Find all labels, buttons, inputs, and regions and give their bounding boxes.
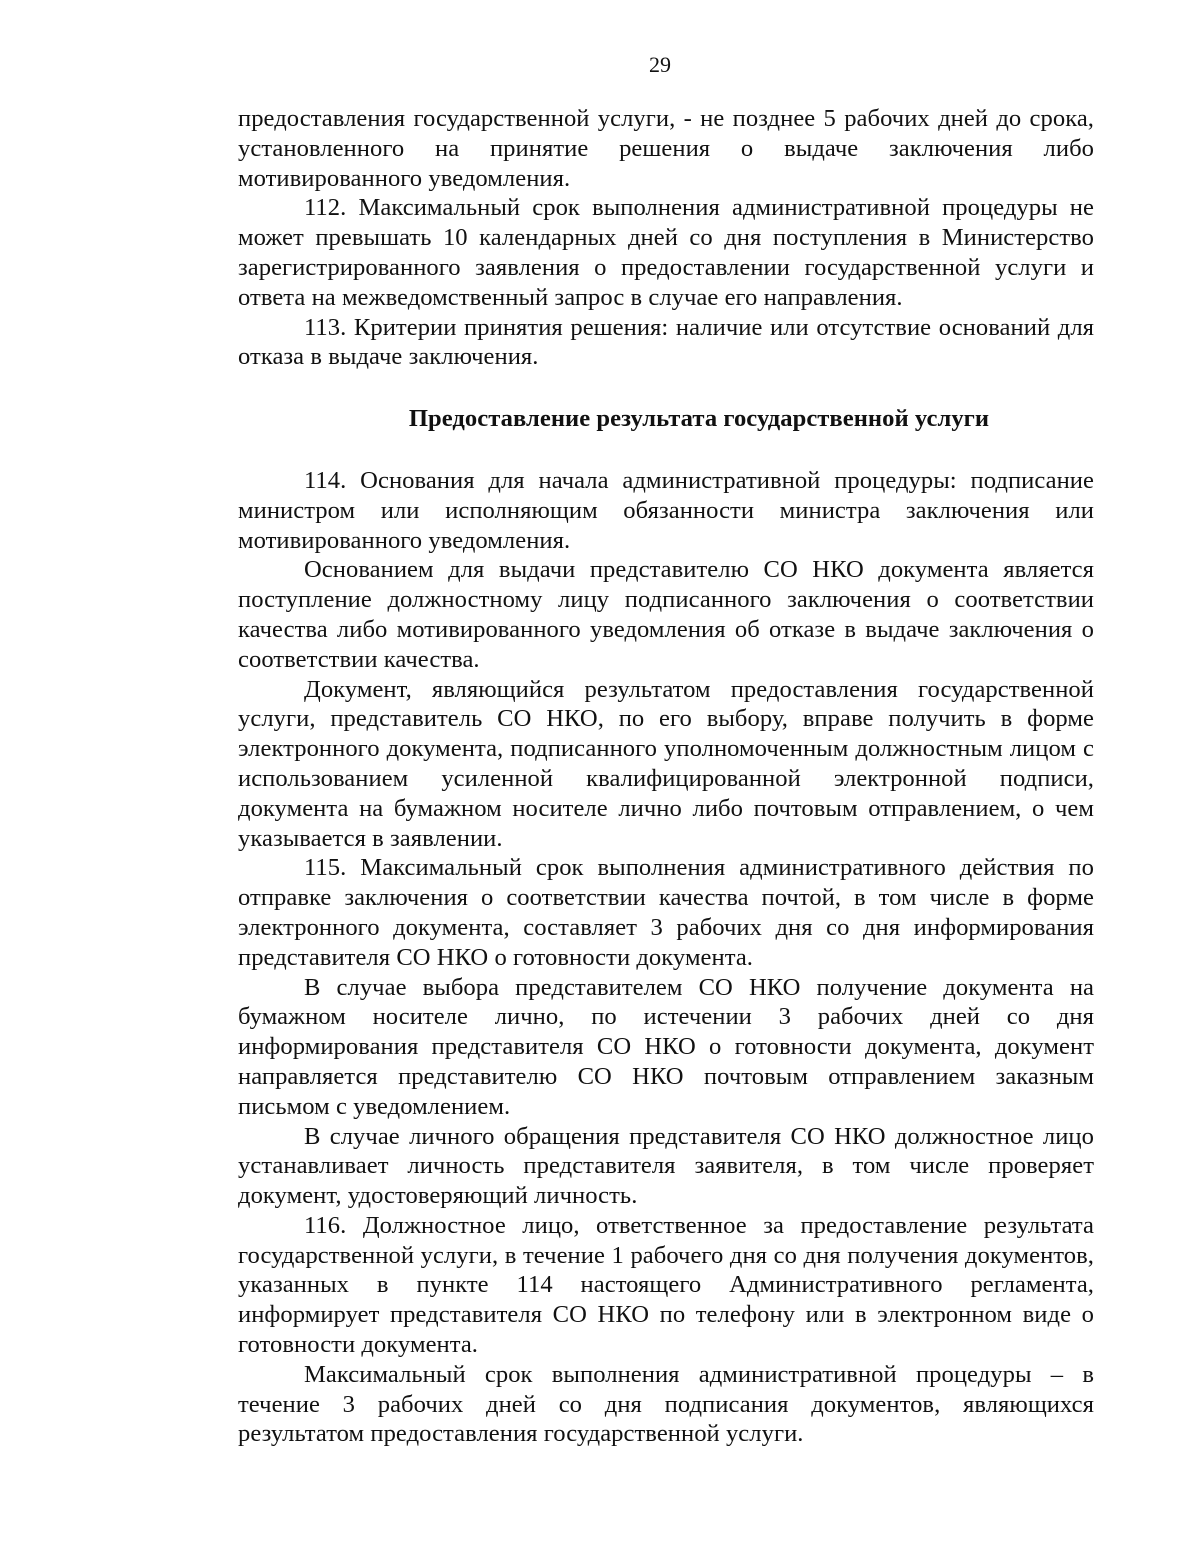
paragraph-continuation: предоставления государственной услуги, - не позднее 5 рабочих дней до срока, установленного на принятие решения о выдаче заключения либо мотивированного уведомления. <box>238 105 1094 192</box>
paragraph-112: 112. Максимальный срок выполнения административной процедуры не может превышать 10 календарных дней со дня поступления в Министерство зарегистрированного заявления о предоставлении государственной услуги и ответа на межведомственный запрос в случае его направления. <box>238 194 1094 311</box>
paragraph-116: 116. Должностное лицо, ответственное за предоставление результата государственной услуги, в течение 1 рабочего дня со дня получения документов, указанных в пункте 114 настоящего Административного регламента, информирует представителя СО НКО по телефону или в электронном виде о готовности документа. <box>238 1211 1094 1359</box>
section-heading: Предоставление результата государственной услуги <box>408 405 990 433</box>
paragraph-result-document: Документ, являющийся результатом предоставления государственной услуги, представитель СО НКО, по его выбору, вправе получить в форме электронного документа, подписанного уполномоченным должностным лицом с использованием усиленной квалифицированной электронной подписи, документа на бумажном носителе лично либо почтовым отправлением, о чем указывается в заявлении. <box>238 675 1094 852</box>
paragraph-paper-delivery: В случае выбора представителем СО НКО получение документа на бумажном носителе лично, по истечении 3 рабочих дней со дня информирования представителя СО НКО о готовности документа, документ направляется представителю СО НКО почтовым отправлением заказным письмом с уведомлением. <box>238 973 1094 1120</box>
document-body <box>238 104 1094 1449</box>
paragraph-114: 114. Основания для начала административной процедуры: подписание министром или исполняющим обязанности министра заключения или мотивированного уведомления. <box>238 466 1094 554</box>
page-number: 29 <box>649 52 671 77</box>
paragraph-basis-for-issue: Основанием для выдачи представителю СО НКО документа является поступление должностному лицу подписанного заключения о соответствии качества либо мотивированного уведомления об отказе в выдаче заключения о соответствии качества. <box>238 556 1094 673</box>
paragraph-personal-appeal: В случае личного обращения представителя СО НКО должностное лицо устанавливает личность представителя заявителя, в том числе проверяет документ, удостоверяющий личность. <box>238 1122 1094 1210</box>
paragraph-115: 115. Максимальный срок выполнения административного действия по отправке заключения о соответствии качества почтой, в том числе в форме электронного документа, составляет 3 рабочих дня со дня информирования представителя СО НКО о готовности документа. <box>238 854 1094 971</box>
paragraph-113: 113. Критерии принятия решения: наличие или отсутствие оснований для отказа в выдаче заключения. <box>238 313 1094 371</box>
paragraph-max-term: Максимальный срок выполнения административной процедуры – в течение 3 рабочих дней со дня подписания документов, являющихся результатом предоставления государственной услуги. <box>238 1360 1094 1448</box>
